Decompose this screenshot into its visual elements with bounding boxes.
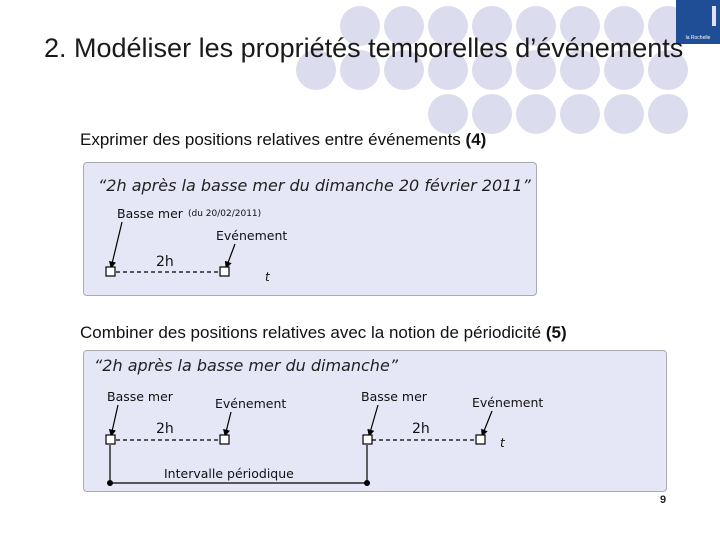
section2-duration-label-1: 2h	[156, 421, 174, 437]
s2-event-marker-2	[476, 435, 485, 444]
slide-title: 2. Modéliser les propriétés temporelles d’événements	[44, 33, 684, 63]
s2-interval-end-left	[107, 480, 113, 486]
s1-basse-mer-pointer	[111, 222, 122, 268]
section1-date-note: (du 20/02/2011)	[188, 209, 262, 219]
s2-event-marker-1	[220, 435, 229, 444]
section1-heading-text: Exprimer des positions relatives entre événements	[80, 130, 461, 149]
s2-interval-end-right	[364, 480, 370, 486]
section2-basse-mer-label-1: Basse mer	[107, 389, 173, 404]
section2-interval-label: Intervalle périodique	[164, 466, 294, 481]
section1-basse-mer-label: Basse mer	[117, 206, 183, 221]
s2-event-pointer-1	[225, 412, 231, 436]
section2-heading-text: Combiner des positions relatives avec la notion de périodicité	[80, 323, 542, 342]
page-number: 9	[660, 494, 667, 506]
s1-event-marker	[220, 267, 229, 276]
s2-basse-mer-marker-1	[106, 435, 115, 444]
section2-event-label-2: Evénement	[472, 395, 544, 410]
s1-event-pointer	[226, 244, 235, 268]
s2-basse-mer-pointer-1	[111, 405, 118, 436]
section1-ref: (4)	[465, 130, 487, 149]
section2-axis-label: t	[500, 436, 505, 450]
section2-event-label-1: Evénement	[215, 396, 287, 411]
logo-text: la Rochelle	[685, 35, 711, 41]
section1-axis-label: t	[265, 270, 270, 284]
section2-basse-mer-label-2: Basse mer	[361, 389, 427, 404]
s2-basse-mer-marker-2	[363, 435, 372, 444]
section1-duration-label: 2h	[156, 254, 174, 270]
s1-basse-mer-marker	[106, 267, 115, 276]
s2-event-pointer-2	[482, 411, 492, 436]
section2-ref: (5)	[545, 323, 567, 342]
section1-quote: “2h après la basse mer du dimanche 20 février 2011”	[98, 176, 531, 195]
section2-duration-label-2: 2h	[412, 421, 430, 437]
s2-basse-mer-pointer-2	[369, 405, 378, 436]
section2-quote: “2h après la basse mer du dimanche”	[94, 356, 399, 375]
section1-event-label: Evénement	[216, 228, 288, 243]
